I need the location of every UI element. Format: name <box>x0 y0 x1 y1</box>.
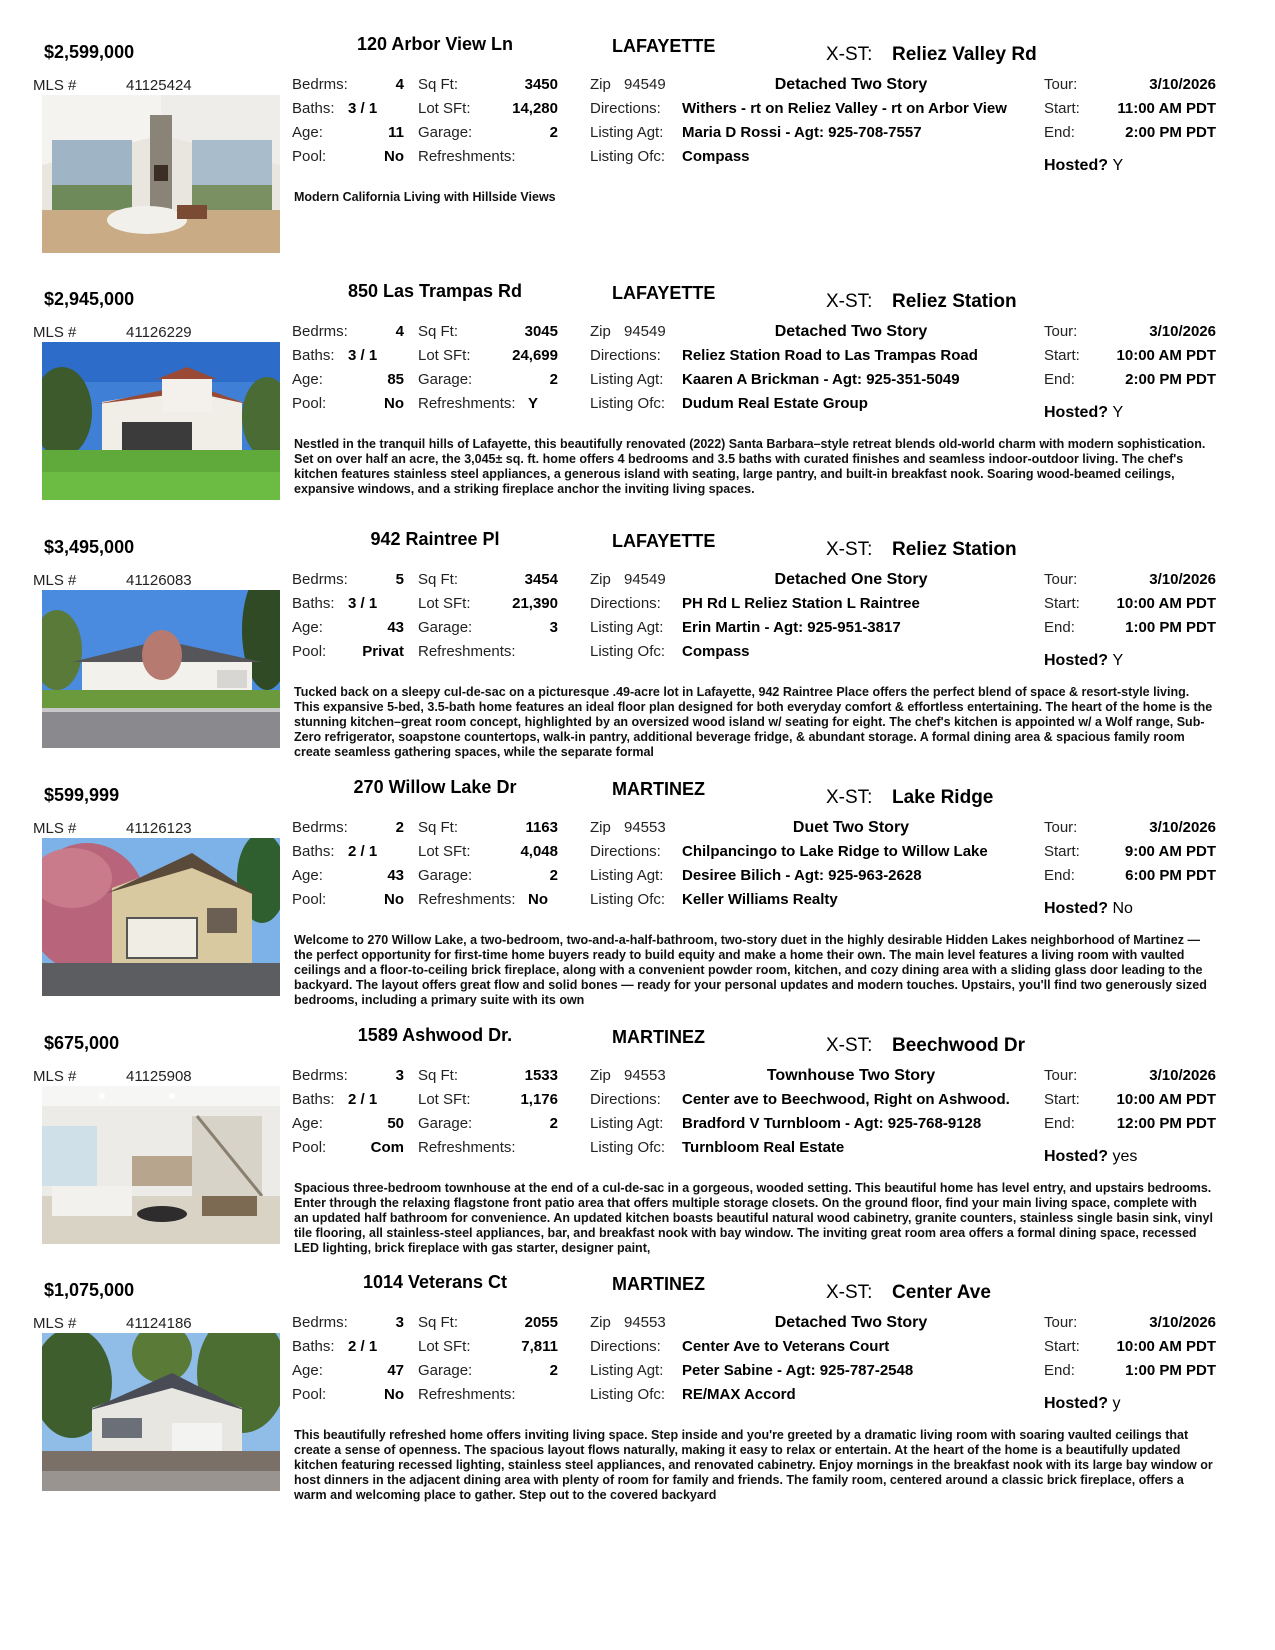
listing-remarks: Nestled in the tranquil hills of Lafayette, this beautifully renovated (2022) Santa Barbara–style retreat blends old-world charm with modern sophistication. Set on over half an acre, the 3,045± sq. ft. home offers 4 bedrooms and 3.5 baths with curated finishes and seamless indoor-outdoor living. The chef's kitchen features stainless steel appliances, a generous island with seating, large pantry, and built-in breakfast nook. Soaring wood-beamed ceilings, expansive windows, and a striking fireplace anchor the inviting living spaces. <box>294 437 1206 496</box>
sqft-label: Sq Ft: <box>418 76 459 93</box>
listing-price: $1,075,000 <box>44 1280 135 1300</box>
end-time: 2:00 PM PDT <box>1125 371 1216 388</box>
agent-value: Bradford V Turnbloom - Agt: 925-768-9128 <box>682 1115 982 1132</box>
sqft-label: Sq Ft: <box>418 1067 459 1084</box>
hosted-label: Hosted? <box>1044 900 1108 917</box>
end-label: End: <box>1044 1362 1075 1379</box>
mls-number: 41125908 <box>126 1068 192 1085</box>
baths-label: Baths: <box>292 1091 335 1108</box>
end-label: End: <box>1044 124 1075 141</box>
garage-label: Garage: <box>418 867 473 884</box>
listing-card <box>0 519 1275 779</box>
tour-label: Tour: <box>1044 571 1078 588</box>
sqft-value: 3045 <box>524 323 558 340</box>
baths-value: 3 / 1 <box>348 100 378 117</box>
garage-value: 2 <box>549 1115 558 1132</box>
listing-address: 850 Las Trampas Rd <box>347 281 523 301</box>
lot-label: Lot SFt: <box>418 1091 471 1108</box>
lot-label: Lot SFt: <box>418 100 471 117</box>
hosted-value: No <box>1112 900 1133 917</box>
lot-label: Lot SFt: <box>418 1338 471 1355</box>
sqft-label: Sq Ft: <box>418 571 459 588</box>
agent-value: Peter Sabine - Agt: 925-787-2548 <box>682 1362 914 1379</box>
end-label: End: <box>1044 1115 1075 1132</box>
listing-price: $2,945,000 <box>44 289 135 309</box>
agent-label: Listing Agt: <box>590 619 664 636</box>
directions-label: Directions: <box>590 100 661 117</box>
bedrooms-label: Bedrms: <box>292 571 348 588</box>
end-time: 2:00 PM PDT <box>1125 124 1216 141</box>
tour-label: Tour: <box>1044 1067 1078 1084</box>
zip-label: Zip <box>590 76 611 93</box>
age-label: Age: <box>292 619 323 636</box>
tour-date: 3/10/2026 <box>1149 323 1216 340</box>
age-value: 43 <box>387 619 404 636</box>
tour-label: Tour: <box>1044 1314 1078 1331</box>
hosted <box>1044 1395 1120 1413</box>
garage-label: Garage: <box>418 371 473 388</box>
age-value: 11 <box>388 124 404 141</box>
listing-address: 1014 Veterans Ct <box>362 1272 508 1292</box>
office-value: Compass <box>682 148 750 165</box>
start-label: Start: <box>1044 100 1080 117</box>
listing-remarks: This beautifully refreshed home offers inviting living space. Step inside and you're greeted by a dramatic living room with soaring vaulted ceilings that create a sense of openness. The spacious layout flows naturally, making it easy to relax or entertain. At the heart of the home is a beautifully updated kitchen featuring recessed lighting, stainless steel appliances, and renovated cabinetry. Enjoy mornings in the breakfast nook with its large bay window or host dinners in the adjacent dining area with plenty of room for family and friends. The family room, centered around a classic brick fireplace, offers a warm and welcoming place to gather. Step out to the covered backyard <box>294 1428 1213 1502</box>
agent-label: Listing Agt: <box>590 867 664 884</box>
bedrooms-value: 3 <box>395 1314 404 1331</box>
listing-photo <box>42 342 280 500</box>
mls-label: MLS # <box>33 324 77 341</box>
directions-value: Chilpancingo to Lake Ridge to Willow Lake <box>682 843 988 860</box>
tour-label: Tour: <box>1044 323 1078 340</box>
age-label: Age: <box>292 124 323 141</box>
sqft-value: 3450 <box>524 76 558 93</box>
agent-value: Maria D Rossi - Agt: 925-708-7557 <box>682 124 922 141</box>
cross-street: Beechwood Dr <box>892 1035 1026 1056</box>
mls-number: 41126083 <box>126 572 192 589</box>
listing-city: MARTINEZ <box>612 779 705 799</box>
hosted-value: Y <box>1112 404 1124 421</box>
cross-street-label: X-ST: <box>826 44 873 65</box>
cross-street-label: X-ST: <box>826 787 873 808</box>
zip-value: 94549 <box>624 76 666 93</box>
baths-value: 3 / 1 <box>348 595 378 612</box>
office-value: Keller Williams Realty <box>682 891 838 908</box>
mls-label: MLS # <box>33 1068 77 1085</box>
baths-label: Baths: <box>292 595 335 612</box>
zip-value: 94553 <box>624 819 666 836</box>
listing-photo <box>42 1333 280 1491</box>
refreshments-label: Refreshments: <box>418 1386 516 1403</box>
baths-label: Baths: <box>292 843 335 860</box>
listing-city: MARTINEZ <box>612 1274 705 1294</box>
pool-value: Privat <box>362 643 404 660</box>
office-label: Listing Ofc: <box>590 148 666 165</box>
age-value: 50 <box>387 1115 404 1132</box>
baths-value: 2 / 1 <box>348 843 378 860</box>
end-label: End: <box>1044 619 1075 636</box>
age-label: Age: <box>292 1362 323 1379</box>
end-label: End: <box>1044 371 1075 388</box>
end-time: 1:00 PM PDT <box>1125 619 1216 636</box>
agent-label: Listing Agt: <box>590 371 664 388</box>
start-time: 10:00 AM PDT <box>1116 1338 1216 1355</box>
listing-photo-image <box>42 1333 280 1491</box>
listing-address: 270 Willow Lake Dr <box>353 777 517 797</box>
sqft-label: Sq Ft: <box>418 1314 459 1331</box>
cross-street: Lake Ridge <box>892 787 994 808</box>
pool-value: No <box>384 891 404 908</box>
sqft-value: 2055 <box>524 1314 558 1331</box>
pool-label: Pool: <box>292 643 327 660</box>
bedrooms-label: Bedrms: <box>292 323 348 340</box>
sqft-value: 3454 <box>524 571 558 588</box>
office-label: Listing Ofc: <box>590 1386 666 1403</box>
listing-city: LAFAYETTE <box>612 283 716 303</box>
lot-label: Lot SFt: <box>418 595 471 612</box>
baths-value: 3 / 1 <box>348 347 378 364</box>
listing-photo-image <box>42 95 280 253</box>
bedrooms-label: Bedrms: <box>292 1314 348 1331</box>
listing-remarks: Spacious three-bedroom townhouse at the end of a cul-de-sac in a gorgeous, wooded setting. This beautiful home has level entry, and upstairs bedrooms. Enter through the relaxing flagstone front patio area that offers multiple storage closets. On the ground floor, find your main living space, complete with an updated half bathroom for convenience. An updated kitchen boasts beautiful natural wood cabinetry, granite counters, stainless single basin sink, vinyl tile flooring, all stainless-steel appliances, bar, and breakfast nook with bay window. The inviting great room area offers a formal dining space, recessed LED lighting, brick fireplace with gas starter, designer paint, <box>294 1181 1213 1255</box>
listing-photo-image <box>42 1086 280 1244</box>
age-label: Age: <box>292 1115 323 1132</box>
mls-number: 41126123 <box>126 820 192 837</box>
listing-photo <box>42 95 280 253</box>
hosted-value: Y <box>1112 652 1124 669</box>
listing-price: $675,000 <box>44 1033 120 1053</box>
hosted-label: Hosted? <box>1044 157 1108 174</box>
end-time: 6:00 PM PDT <box>1125 867 1216 884</box>
hosted <box>1044 1148 1137 1166</box>
zip-label: Zip <box>590 323 611 340</box>
refreshments-value: No <box>528 891 548 908</box>
lot-value: 4,048 <box>520 843 558 860</box>
directions-label: Directions: <box>590 347 661 364</box>
baths-label: Baths: <box>292 347 335 364</box>
hosted-label: Hosted? <box>1044 404 1108 421</box>
hosted-label: Hosted? <box>1044 1148 1108 1165</box>
listing-price: $3,495,000 <box>44 537 135 557</box>
property-type: Townhouse Two Story <box>766 1067 936 1084</box>
cross-street: Reliez Station <box>892 291 1017 312</box>
listing-city: MARTINEZ <box>612 1027 705 1047</box>
property-type: Detached One Story <box>774 571 928 588</box>
pool-label: Pool: <box>292 395 327 412</box>
tour-date: 3/10/2026 <box>1149 571 1216 588</box>
agent-label: Listing Agt: <box>590 1115 664 1132</box>
zip-value: 94553 <box>624 1314 666 1331</box>
pool-label: Pool: <box>292 891 327 908</box>
property-type: Detached Two Story <box>774 323 928 340</box>
garage-value: 3 <box>549 619 558 636</box>
age-label: Age: <box>292 371 323 388</box>
office-label: Listing Ofc: <box>590 395 666 412</box>
office-value: Turnbloom Real Estate <box>682 1139 845 1156</box>
lot-value: 1,176 <box>520 1091 558 1108</box>
baths-value: 2 / 1 <box>348 1338 378 1355</box>
office-value: Compass <box>682 643 750 660</box>
refreshments-label: Refreshments: <box>418 643 516 660</box>
mls-number: 41126229 <box>126 324 192 341</box>
listing-photo-image <box>42 590 280 748</box>
cross-street: Reliez Valley Rd <box>892 44 1037 65</box>
zip-value: 94553 <box>624 1067 666 1084</box>
cross-street-label: X-ST: <box>826 291 873 312</box>
tour-date: 3/10/2026 <box>1149 1067 1216 1084</box>
property-type: Detached Two Story <box>774 1314 928 1331</box>
listing-photo-image <box>42 838 280 996</box>
garage-label: Garage: <box>418 124 473 141</box>
garage-value: 2 <box>549 371 558 388</box>
office-value: Dudum Real Estate Group <box>682 395 868 412</box>
property-type: Duet Two Story <box>792 819 910 836</box>
listing-remarks: Tucked back on a sleepy cul-de-sac on a picturesque .49-acre lot in Lafayette, 942 Raintree Place offers the perfect blend of space & resort-style living. This expansive 5-bed, 3.5-bath home features an ideal floor plan designed for both everyday comfort & effortless entertaining. The heart of the home is the stunning kitchen–great room concept, highlighted by an oversized wood island w/ seating for eight. The chef's kitchen is appointed w/ a Wolf range, Sub-Zero refrigerator, soapstone countertops, walk-in pantry, additional beverage fridge, & abundant storage. A formal dining area & spacious family room create seamless gathering spaces, while the separate formal <box>294 685 1213 759</box>
baths-value: 2 / 1 <box>348 1091 378 1108</box>
end-time: 12:00 PM PDT <box>1116 1115 1216 1132</box>
hosted-value: yes <box>1112 1148 1138 1165</box>
lot-value: 7,811 <box>521 1338 558 1355</box>
pool-label: Pool: <box>292 1386 327 1403</box>
directions-label: Directions: <box>590 843 661 860</box>
tour-date: 3/10/2026 <box>1149 819 1216 836</box>
start-label: Start: <box>1044 843 1080 860</box>
agent-value: Kaaren A Brickman - Agt: 925-351-5049 <box>682 371 960 388</box>
garage-label: Garage: <box>418 1362 473 1379</box>
agent-label: Listing Agt: <box>590 1362 664 1379</box>
age-value: 85 <box>387 371 404 388</box>
agent-label: Listing Agt: <box>590 124 664 141</box>
bedrooms-label: Bedrms: <box>292 1067 348 1084</box>
bedrooms-value: 4 <box>395 76 404 93</box>
cross-street-label: X-ST: <box>826 1282 873 1303</box>
listing-remarks: Modern California Living with Hillside Views <box>294 190 556 204</box>
listing-city: LAFAYETTE <box>612 36 716 56</box>
zip-value: 94549 <box>624 571 666 588</box>
hosted-value: Y <box>1112 157 1124 174</box>
hosted-label: Hosted? <box>1044 1395 1108 1412</box>
listing-card <box>0 767 1275 1027</box>
listing-address: 1589 Ashwood Dr. <box>357 1025 513 1045</box>
hosted <box>1044 900 1133 918</box>
mls-number: 41124186 <box>126 1315 192 1332</box>
lot-value: 24,699 <box>512 347 558 364</box>
zip-label: Zip <box>590 571 611 588</box>
start-label: Start: <box>1044 595 1080 612</box>
tour-label: Tour: <box>1044 76 1078 93</box>
listing-card <box>0 271 1275 531</box>
pool-value: Com <box>370 1139 404 1156</box>
listing-photo-image <box>42 342 280 500</box>
hosted-label: Hosted? <box>1044 652 1108 669</box>
age-label: Age: <box>292 867 323 884</box>
tour-label: Tour: <box>1044 819 1078 836</box>
start-label: Start: <box>1044 347 1080 364</box>
mls-label: MLS # <box>33 77 77 94</box>
directions-value: Center ave to Beechwood, Right on Ashwood. <box>682 1091 1010 1108</box>
zip-label: Zip <box>590 1067 611 1084</box>
tour-date: 3/10/2026 <box>1149 76 1216 93</box>
start-time: 10:00 AM PDT <box>1116 347 1216 364</box>
directions-value: Center Ave to Veterans Court <box>682 1338 890 1355</box>
cross-street-label: X-ST: <box>826 1035 873 1056</box>
start-label: Start: <box>1044 1091 1080 1108</box>
hosted-value: y <box>1112 1395 1121 1412</box>
cross-street: Reliez Station <box>892 539 1017 560</box>
baths-label: Baths: <box>292 100 335 117</box>
pool-value: No <box>384 1386 404 1403</box>
directions-value: PH Rd L Reliez Station L Raintree <box>682 595 920 612</box>
garage-value: 2 <box>549 124 558 141</box>
tour-date: 3/10/2026 <box>1149 1314 1216 1331</box>
bedrooms-label: Bedrms: <box>292 819 348 836</box>
start-time: 9:00 AM PDT <box>1124 843 1216 860</box>
agent-value: Erin Martin - Agt: 925-951-3817 <box>682 619 901 636</box>
refreshments-value: Y <box>528 395 539 412</box>
garage-value: 2 <box>549 1362 558 1379</box>
mls-label: MLS # <box>33 820 77 837</box>
directions-value: Reliez Station Road to Las Trampas Road <box>682 347 978 364</box>
zip-label: Zip <box>590 1314 611 1331</box>
lot-label: Lot SFt: <box>418 843 471 860</box>
garage-label: Garage: <box>418 619 473 636</box>
zip-value: 94549 <box>624 323 666 340</box>
baths-label: Baths: <box>292 1338 335 1355</box>
refreshments-label: Refreshments: <box>418 395 516 412</box>
bedrooms-label: Bedrms: <box>292 76 348 93</box>
garage-value: 2 <box>549 867 558 884</box>
listing-photo <box>42 590 280 748</box>
refreshments-label: Refreshments: <box>418 1139 516 1156</box>
listing-price: $599,999 <box>44 785 120 805</box>
hosted <box>1044 652 1123 670</box>
office-label: Listing Ofc: <box>590 891 666 908</box>
pool-value: No <box>384 148 404 165</box>
lot-value: 14,280 <box>512 100 558 117</box>
age-value: 47 <box>387 1362 404 1379</box>
directions-value: Withers - rt on Reliez Valley - rt on Arbor View <box>682 100 1007 117</box>
garage-label: Garage: <box>418 1115 473 1132</box>
listing-card <box>0 1262 1275 1522</box>
agent-value: Desiree Bilich - Agt: 925-963-2628 <box>682 867 922 884</box>
mls-label: MLS # <box>33 572 77 589</box>
listing-price: $2,599,000 <box>44 42 135 62</box>
listing-photo <box>42 838 280 996</box>
refreshments-label: Refreshments: <box>418 891 516 908</box>
listing-city: LAFAYETTE <box>612 531 716 551</box>
office-value: RE/MAX Accord <box>682 1386 796 1403</box>
pool-label: Pool: <box>292 148 327 165</box>
sqft-label: Sq Ft: <box>418 819 459 836</box>
lot-label: Lot SFt: <box>418 347 471 364</box>
lot-value: 21,390 <box>512 595 558 612</box>
bedrooms-value: 2 <box>395 819 404 836</box>
hosted <box>1044 404 1123 422</box>
refreshments-label: Refreshments: <box>418 148 516 165</box>
listing-photo <box>42 1086 280 1244</box>
directions-label: Directions: <box>590 1091 661 1108</box>
hosted <box>1044 157 1123 175</box>
bedrooms-value: 3 <box>395 1067 404 1084</box>
pool-label: Pool: <box>292 1139 327 1156</box>
start-time: 10:00 AM PDT <box>1116 1091 1216 1108</box>
office-label: Listing Ofc: <box>590 643 666 660</box>
bedrooms-value: 4 <box>395 323 404 340</box>
cross-street-label: X-ST: <box>826 539 873 560</box>
start-label: Start: <box>1044 1338 1080 1355</box>
directions-label: Directions: <box>590 1338 661 1355</box>
age-value: 43 <box>387 867 404 884</box>
end-label: End: <box>1044 867 1075 884</box>
sqft-label: Sq Ft: <box>418 323 459 340</box>
end-time: 1:00 PM PDT <box>1125 1362 1216 1379</box>
mls-label: MLS # <box>33 1315 77 1332</box>
start-time: 11:00 AM PDT <box>1117 100 1216 117</box>
property-type: Detached Two Story <box>774 76 928 93</box>
mls-number: 41125424 <box>126 77 192 94</box>
listing-address: 942 Raintree Pl <box>370 529 500 549</box>
cross-street: Center Ave <box>892 1282 991 1303</box>
start-time: 10:00 AM PDT <box>1116 595 1216 612</box>
sqft-value: 1163 <box>525 819 558 836</box>
sqft-value: 1533 <box>524 1067 558 1084</box>
listing-card <box>0 1015 1275 1275</box>
listing-card <box>0 24 1275 284</box>
bedrooms-value: 5 <box>395 571 404 588</box>
zip-label: Zip <box>590 819 611 836</box>
listing-address: 120 Arbor View Ln <box>356 34 514 54</box>
listing-remarks: Welcome to 270 Willow Lake, a two-bedroom, two-and-a-half-bathroom, two-story duet in the highly desirable Hidden Lakes neighborhood of Martinez — the perfect opportunity for first-time home buyers ready to build equity and make a home their own. The main level features a living room with vaulted ceilings and a floor-to-ceiling brick fireplace, along with a convenient powder room, kitchen, and cozy dining area with a sliding glass door leading to the backyard. The layout offers great flow and solid bones — ready for your personal updates and modern touches. Upstairs, you'll find two generously sized bedrooms, including a primary suite with its own <box>294 933 1207 1007</box>
directions-label: Directions: <box>590 595 661 612</box>
pool-value: No <box>384 395 404 412</box>
office-label: Listing Ofc: <box>590 1139 666 1156</box>
